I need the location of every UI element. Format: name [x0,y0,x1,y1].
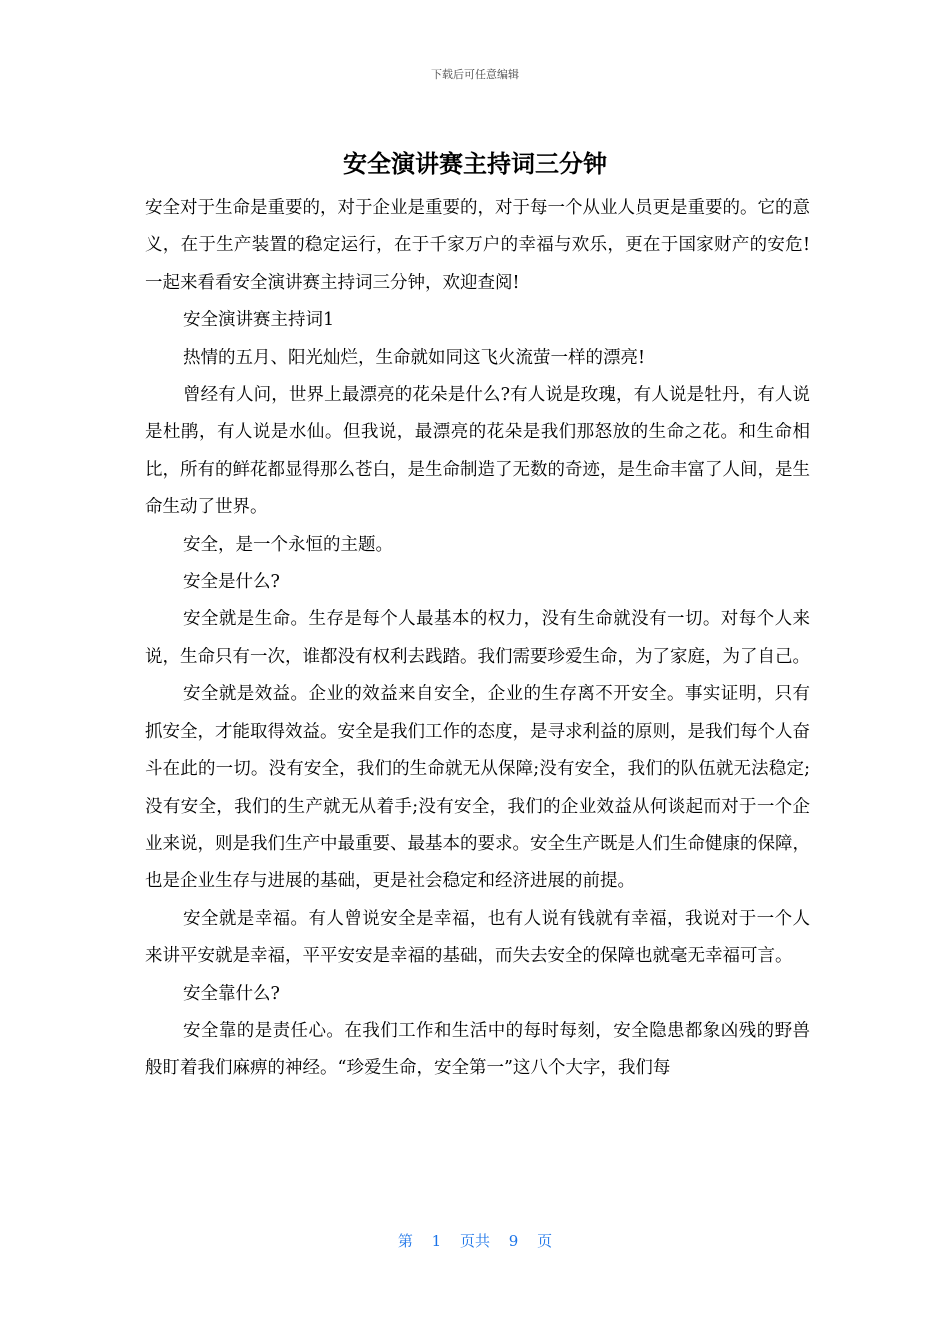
header-note: 下载后可任意编辑 [431,68,519,81]
paragraph: 安全就是幸福。有人曾说安全是幸福，也有人说有钱就有幸福，我说对于一个人来讲平安就是幸福，平平安安是幸福的基础，而失去安全的保障也就毫无幸福可言。 [145,908,810,967]
paragraph: 安全是什么? [183,572,280,593]
current-page-number: 1 [431,1232,442,1250]
footer-prefix: 第 [397,1232,413,1250]
paragraph: 安全，是一个永恒的主题。 [183,534,393,555]
paragraph: 安全就是效益。企业的效益来自安全，企业的生存离不开安全。事实证明，只有抓安全，才能取得效益。安全是我们工作的态度，是寻求利益的原则，是我们每个人奋斗在此的一切。没有安全，我们的生命就无从保障;没有安全，我们的队伍就无法稳定;没有安全，我们的生产就无从着手;没有安全，我们的企业效益从何谈起而对于一个企业来说，则是我们生产中最重要、最基本的要求。安全生产既是人们生命健康的保障，也是企业生存与进展的基础，更是社会稳定和经济进展的前提。 [145,684,810,892]
document-body [145,190,810,1088]
paragraph: 曾经有人问，世界上最漂亮的花朵是什么?有人说是玫瑰，有人说是牡丹，有人说是杜鹃，有人说是水仙。但我说，最漂亮的花朵是我们那怒放的生命之花。和生命相比，所有的鲜花都显得那么苍白，是生命制造了无数的奇迹，是生命丰富了人间，是生命生动了世界。 [145,385,810,518]
paragraph: 热情的五月、阳光灿烂，生命就如同这飞火流萤一样的漂亮! [183,347,646,368]
document-title: 安全演讲赛主持词三分钟 [343,150,607,178]
paragraph: 安全靠什么? [183,983,280,1004]
paragraph: 安全靠的是责任心。在我们工作和生活中的每时每刻，安全隐患都象凶残的野兽般盯着我们麻痹的神经。“珍爱生命，安全第一”这八个大字，我们每 [145,1020,810,1079]
page-number-footer [0,1230,950,1251]
paragraph-intro: 安全对于生命是重要的，对于企业是重要的，对于每一个从业人员更是重要的。它的意义，在于生产装置的稳定运行，在于千家万户的幸福与欢乐，更在于国家财产的安危!一起来看看安全演讲赛主持词三分钟，欢迎查阅! [145,198,810,293]
paragraph: 安全就是生命。生存是每个人最基本的权力，没有生命就没有一切。对每个人来说，生命只有一次，谁都没有权利去践踏。我们需要珍爱生命，为了家庭，为了自己。 [145,609,810,667]
footer-suffix: 页 [537,1232,553,1250]
total-page-count: 9 [508,1232,519,1250]
paragraph-section-heading: 安全演讲赛主持词1 [183,310,335,331]
footer-middle: 页共 [459,1232,490,1250]
